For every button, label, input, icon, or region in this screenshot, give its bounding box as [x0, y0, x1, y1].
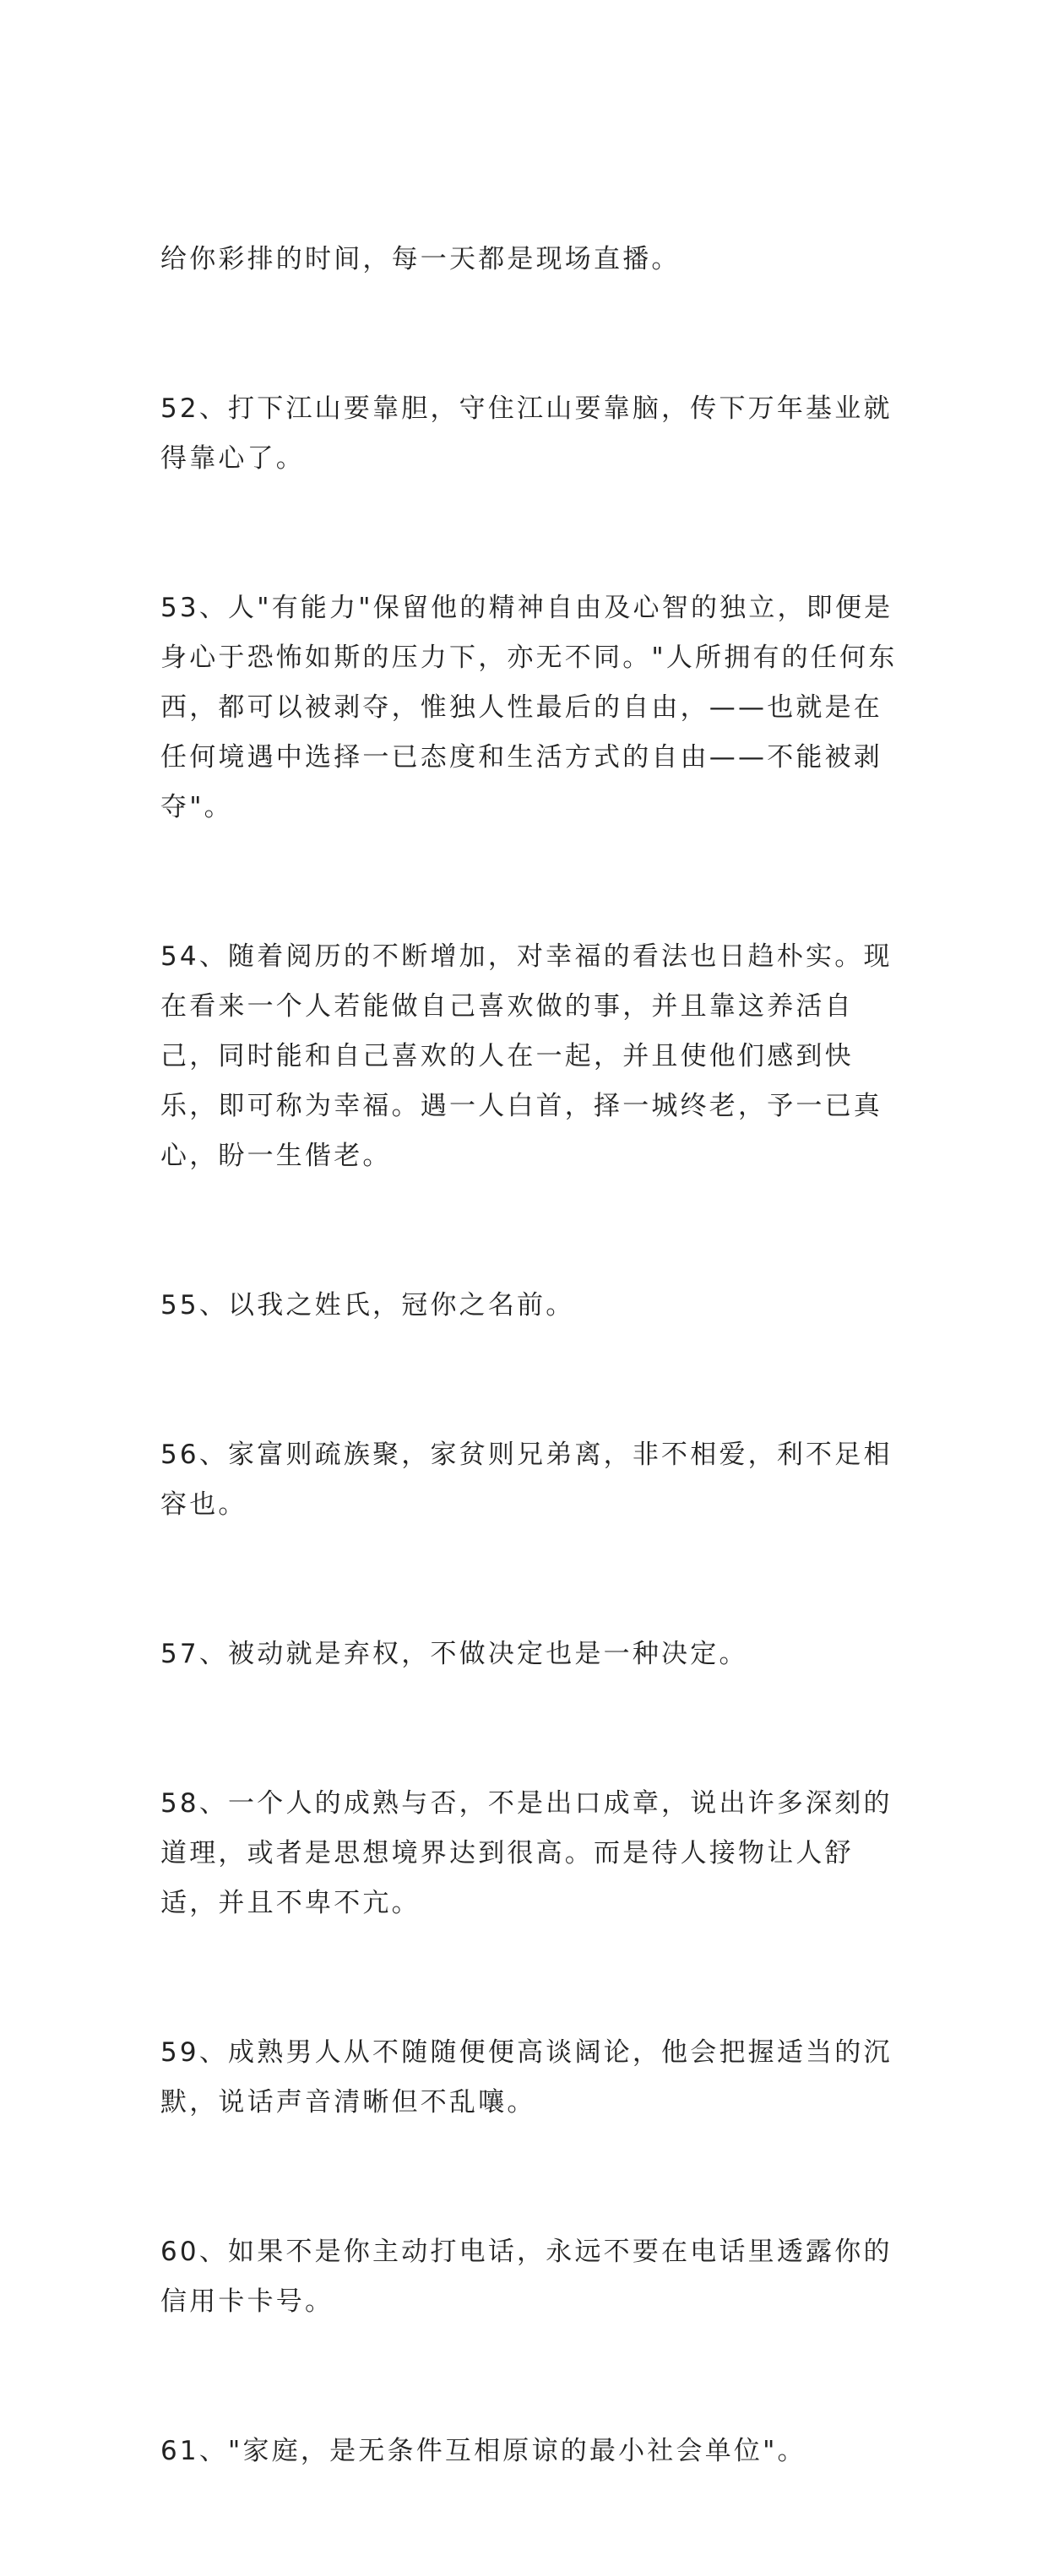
paragraph-51-continued: 给你彩排的时间，每一天都是现场直播。 — [160, 244, 681, 274]
paragraph-53: 53、人"有能力"保留他的精神自由及心智的独立，即便是身心于恐怖如斯的压力下，亦无不同。"人所拥有的任何东西，都可以被剥夺，惟独人性最后的自由，——也就是在任何境遇中选择一已态度和生活方式的自由——不能被剥夺"。 — [160, 593, 898, 822]
paragraph-58: 58、一个人的成熟与否，不是出口成章，说出许多深刻的道理，或者是思想境界达到很高。而是待人接物让人舒适，并且不卑不亢。 — [160, 1788, 893, 1918]
paragraph-61: 61、"家庭，是无条件互相原谅的最小社会单位"。 — [160, 2436, 806, 2466]
document-body — [160, 135, 904, 2576]
paragraph-52: 52、打下江山要靠胆，守住江山要靠脑，传下万年基业就得靠心了。 — [160, 393, 893, 474]
paragraph-57: 57、被动就是弃权，不做决定也是一种决定。 — [160, 1639, 748, 1669]
paragraph-55: 55、以我之姓氏，冠你之名前。 — [160, 1290, 575, 1321]
paragraph-59: 59、成熟男人从不随随便便高谈阔论，他会把握适当的沉默，说话声音清晰但不乱嚷。 — [160, 2037, 893, 2118]
paragraph-60: 60、如果不是你主动打电话，永远不要在电话里透露你的信用卡卡号。 — [160, 2237, 893, 2317]
paragraph-56: 56、家富则疏族聚，家贫则兄弟离，非不相爱，利不足相容也。 — [160, 1440, 893, 1520]
paragraph-54: 54、随着阅历的不断增加，对幸福的看法也日趋朴实。现在看来一个人若能做自己喜欢做的事，并且靠这养活自己，同时能和自己喜欢的人在一起，并且使他们感到快乐，即可称为幸福。遇一人白首，择一城终老，予一已真心，盼一生偕老。 — [160, 941, 893, 1171]
